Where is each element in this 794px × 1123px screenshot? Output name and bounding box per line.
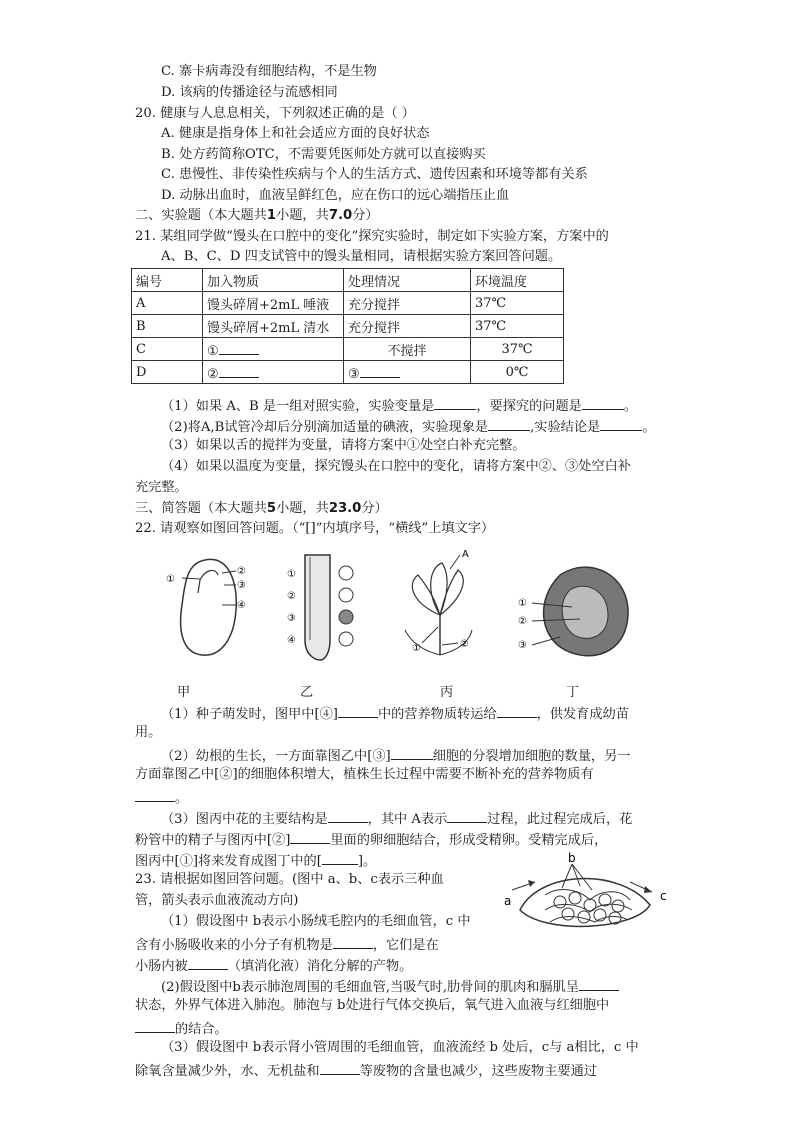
table-header-cell: 处理情况 <box>344 269 471 292</box>
fig-label-jia: 甲 <box>177 685 191 700</box>
petal <box>431 563 447 615</box>
table-cell-id: C <box>132 338 203 361</box>
section2-title <box>135 207 379 225</box>
q23-part1-line3 <box>135 955 412 976</box>
blank-number: ① <box>207 343 219 359</box>
table-row <box>132 361 564 384</box>
q23-part2-line2: 状态，外界气体进入肺泡。肺泡与 b处进行气体交换后，氧气进入血液与红细胞中 <box>135 998 610 1013</box>
q22-part2-line2: 方面靠图乙中[②]的细胞体积增大，植株生长过程中需要不断补充的营养物质有 <box>135 767 594 782</box>
fig-label-b: b <box>568 851 576 865</box>
q22-p3-text: 里面的卵细胞结合，形成受精卵。受精完成后， <box>330 833 608 848</box>
q21-p2-text: （2)将A,B试管冷却后分别滴加适量的碘液，实验现象是 <box>161 420 489 435</box>
q22-p2-text: 细胞的分裂增加细胞的数量，另一 <box>432 749 631 764</box>
yi-mark-2: ② <box>287 591 296 602</box>
q23-part2-line3 <box>135 1018 228 1039</box>
table-cell-process: 充分搅拌 <box>344 315 471 338</box>
table-row <box>132 292 564 315</box>
table-cell-process: 不搅拌 <box>344 338 471 361</box>
bing-mark-1: ① <box>412 643 421 654</box>
section3-title <box>135 500 388 518</box>
table-cell-temp: 37℃ <box>471 338 564 361</box>
table-row <box>132 315 564 338</box>
fig-label-ding: 丁 <box>566 685 580 700</box>
q23-p2-text: (2)假设图中b表示肺泡周围的毛细血管,当吸气时,肋骨间的肌肉和膈肌呈 <box>161 980 579 995</box>
q21-p1-text: （1）如果 A、B 是一组对照实验，实验变量是 <box>161 399 435 414</box>
fig-label-yi: 乙 <box>300 685 314 700</box>
q22-stem: 22. 请观察如图回答问题。（“[]”内填序号，“横线”上填文字） <box>135 521 495 536</box>
fig-label-a: a <box>504 894 512 908</box>
table-cell-process <box>344 361 471 384</box>
table-header-cell: 编号 <box>132 269 203 292</box>
answer-blank[interactable] <box>328 808 368 823</box>
q20-option-b: B. 处方药简称OTC，不需要凭医师处方就可以直接购买 <box>161 147 486 162</box>
table-cell-substance: 馒头碎屑+2mL 唾液 <box>203 292 344 315</box>
q22-p3-text: （3）图丙中花的主要结构是 <box>161 812 328 827</box>
answer-blank[interactable] <box>579 976 619 991</box>
bing-mark-2: ② <box>460 639 469 650</box>
q23-part1-line2 <box>135 934 439 955</box>
section3-score: 23.0 <box>328 501 362 516</box>
seed-coat-outline <box>181 559 237 655</box>
table-cell-id: D <box>132 361 203 384</box>
petal <box>440 570 463 615</box>
section2-title-post: 分） <box>352 208 379 223</box>
q23-p1-text: 含有小肠吸收来的小分子有机物是 <box>135 938 333 953</box>
arrow-head <box>528 880 535 887</box>
table-cell-process: 充分搅拌 <box>344 292 471 315</box>
q22-p3-text: 粉管中的精子与图丙中[②] <box>135 833 291 848</box>
table-cell-substance <box>203 338 344 361</box>
q21-p1-text: 。 <box>623 399 638 414</box>
q23-p1-text: （填消化液）消化分解的产物。 <box>227 959 413 974</box>
q22-p1-text: ，供发育成幼苗 <box>536 707 629 722</box>
q23-p3-text: 除氧含量减少外，水、无机盐和 <box>135 1064 320 1079</box>
ding-mark-1: ① <box>518 598 527 609</box>
seed-diagram <box>166 559 246 655</box>
q23-part3-line1: （3）假设图中 b表示肾小管周围的毛细血管，血液流经 b 处后，c与 a相比，c 中 <box>161 1040 639 1055</box>
q20-stem: 20. 健康与人息息相关，下列叙述正确的是（ ） <box>135 106 415 121</box>
jia-mark-3: ③ <box>237 580 246 591</box>
q22-p2-text: （2）幼根的生长，一方面靠图乙中[③] <box>161 749 391 764</box>
answer-blank[interactable] <box>338 703 378 718</box>
section2-count: 1 <box>266 208 277 223</box>
root-outline <box>305 555 330 660</box>
jia-mark-1: ① <box>166 574 175 585</box>
q23-p2-text: 的结合。 <box>175 1022 228 1037</box>
table-header-cell: 加入物质 <box>203 269 344 292</box>
answer-blank[interactable] <box>135 787 175 802</box>
radicle-line <box>198 580 200 593</box>
cell-zoom <box>339 566 353 580</box>
q23-p1-text: 小肠内被 <box>135 959 188 974</box>
jia-mark-2: ② <box>237 566 246 577</box>
experiment-table <box>131 268 564 384</box>
q19-option-c: C. 寨卡病毒没有细胞结构，不是生物 <box>161 64 377 79</box>
q22-part2-line1 <box>161 745 631 766</box>
q23-p1-text: ，它们是在 <box>372 938 439 953</box>
flower-diagram <box>405 549 472 655</box>
table-header-row <box>132 269 564 292</box>
answer-blank[interactable] <box>600 416 642 431</box>
q21-part3: （3）如果以舌的搅拌为变量，请将方案中①处空白补充完整。 <box>161 438 526 453</box>
arrow-head <box>644 886 652 893</box>
q21-p1-text: ，要探究的问题是 <box>476 399 582 414</box>
answer-blank[interactable] <box>135 1018 175 1033</box>
q21-part2 <box>161 416 655 437</box>
q22-part1-line2: 用。 <box>135 725 162 740</box>
section2-title-mid: 小题，共 <box>276 208 329 223</box>
root-tip-diagram <box>287 555 353 660</box>
section3-count: 5 <box>266 501 277 516</box>
q21-stem-line2: A、B、C、D 四支试管中的馒头量相同，请根据实验方案回答问题。 <box>161 249 562 264</box>
blank-number: ② <box>207 366 219 382</box>
table-row <box>132 338 564 361</box>
cell-zoom <box>339 588 353 602</box>
cell-zoom <box>339 632 353 646</box>
q23-p3-text: 等废物的含量也减少，这些废物主要通过 <box>359 1064 597 1079</box>
plant-structure-figure <box>160 545 635 675</box>
seed-core <box>562 586 608 638</box>
blank-number: ③ <box>348 366 360 382</box>
table-cell-id: A <box>132 292 203 315</box>
q23-part1-line1: （1）假设图中 b表示小肠绒毛腔内的毛细血管，c 中 <box>161 914 471 929</box>
answer-blank[interactable] <box>290 829 330 844</box>
leader-line <box>442 643 458 645</box>
answer-blank[interactable] <box>447 808 487 823</box>
table-cell-temp: 0℃ <box>471 361 564 384</box>
q23-part2-line1 <box>161 976 619 997</box>
q21-p2-text: 。 <box>642 420 656 435</box>
q22-part2-line3 <box>135 787 188 808</box>
table-cell-temp: 37℃ <box>471 315 564 338</box>
q22-p2-text: 。 <box>175 791 189 806</box>
section3-title-post: 分） <box>361 501 388 516</box>
q22-p3-text: 图丙中[①]将来发育成图丁中的[ <box>135 854 322 869</box>
q21-stem-line1: 21. 某组同学做“馒头在口腔中的变化”探究实验时，制定如下实验方案，方案中的 <box>135 229 609 244</box>
q22-part3-line1 <box>161 808 632 829</box>
answer-blank[interactable] <box>320 1060 360 1075</box>
answer-blank[interactable] <box>360 363 400 378</box>
table-cell-id: B <box>132 315 203 338</box>
table-cell-substance <box>203 361 344 384</box>
answer-blank[interactable] <box>219 363 259 378</box>
answer-blank[interactable] <box>322 850 358 865</box>
answer-blank[interactable] <box>391 745 433 760</box>
answer-blank[interactable] <box>188 955 228 970</box>
section2-score: 7.0 <box>328 208 353 223</box>
yi-mark-4: ④ <box>287 635 296 646</box>
section2-title-pre: 二、实验题（本大题共 <box>135 208 267 223</box>
q23-stem-line1: 23. 请根据如图回答问题。(图中 a、b、c表示三种血 <box>135 872 444 887</box>
pollination-arrow <box>450 555 460 569</box>
q22-p3-text: ]。 <box>357 854 377 869</box>
answer-blank[interactable] <box>488 416 530 431</box>
answer-blank[interactable] <box>434 395 476 410</box>
section3-title-mid: 小题，共 <box>276 501 329 516</box>
q23-stem-line2: 管，箭头表示血液流动方向) <box>135 893 299 908</box>
fig-label-bing: 丙 <box>440 685 454 700</box>
q20-option-d: D. 动脉出血时，血液呈鲜红色，应在伤口的远心端指压止血 <box>161 188 510 203</box>
ding-mark-2: ② <box>518 616 527 627</box>
q21-p2-text: ,实验结论是 <box>530 420 601 435</box>
answer-blank[interactable] <box>582 395 624 410</box>
table-header-cell: 环境温度 <box>471 269 564 292</box>
q22-p3-text: 过程，此过程完成后，花 <box>487 812 633 827</box>
answer-blank[interactable] <box>497 703 537 718</box>
q22-part3-line3 <box>135 850 376 871</box>
petal <box>412 575 440 615</box>
q22-part3-line2 <box>135 829 607 850</box>
fig-label-c: c <box>660 889 667 903</box>
embryo-line <box>200 570 218 580</box>
table-cell-temp: 37℃ <box>471 292 564 315</box>
jia-mark-4: ④ <box>237 600 246 611</box>
table-cell-substance: 馒头碎屑+2mL 清水 <box>203 315 344 338</box>
fruit-diagram <box>518 567 628 656</box>
section3-title-pre: 三、简答题（本大题共 <box>135 501 267 516</box>
answer-blank[interactable] <box>219 340 259 355</box>
leader-line <box>422 627 438 643</box>
q20-option-a: A. 健康是指身体上和社会适应方面的良好状态 <box>161 126 430 141</box>
q23-part3-line2 <box>135 1060 597 1081</box>
q22-p1-text: 中的营养物质转运给 <box>377 707 497 722</box>
q22-p3-text: ，其中 A表示 <box>367 812 448 827</box>
answer-blank[interactable] <box>333 934 373 949</box>
q19-option-d: D. 该病的传播途径与流感相同 <box>161 85 338 100</box>
leader-line <box>182 578 200 579</box>
q20-option-c: C. 患慢性、非传染性疾病与个人的生活方式、遗传因素和环境等都有关系 <box>161 167 588 182</box>
q21-part1 <box>161 395 637 416</box>
capillary-figure <box>500 850 675 945</box>
yi-mark-1: ① <box>287 569 296 580</box>
ding-mark-3: ③ <box>518 640 527 651</box>
q22-p1-text: （1）种子萌发时，图甲中[④] <box>161 707 338 722</box>
q21-part4-line1: （4）如果以温度为变量，探究馒头在口腔中的变化，请将方案中②、③处空白补 <box>161 459 631 474</box>
q22-part1-line1 <box>161 703 629 724</box>
cell-zoom <box>339 610 353 624</box>
bing-mark-a: A <box>462 549 469 560</box>
yi-mark-3: ③ <box>287 613 296 624</box>
q21-part4-line2: 充完整。 <box>135 480 188 495</box>
